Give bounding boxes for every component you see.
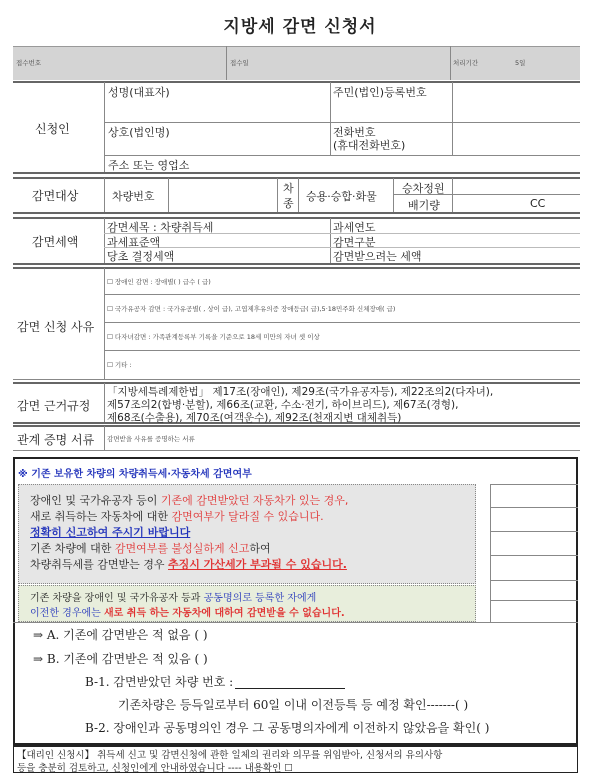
receipt-header <box>13 46 580 80</box>
reason-disabled-checkbox[interactable]: ☐ 장애인 감면 : 장애별( ) 급수 ( 급) <box>107 278 211 286</box>
agent-confirm-checkbox[interactable]: 등을 충분히 검토하고, 신청인에게 안내하였습니다 ---- 내용확인 ☐ <box>17 763 293 774</box>
period-value: 5일 <box>515 59 526 67</box>
basis-label: 감면 근거규정 <box>17 399 91 413</box>
phone-label: 전화번호 <box>333 126 376 139</box>
text: 장애인 및 국가유공자 등이 <box>30 494 161 507</box>
b1-vehicle-no-input[interactable] <box>235 688 345 689</box>
company-field[interactable]: 상호(법인명) <box>108 126 170 139</box>
text: 하여 <box>249 542 271 555</box>
text: 기존에 감면받았던 자동차가 있는 경우, <box>160 494 349 507</box>
tax-base: 과세표준액 <box>107 236 161 249</box>
basis-line: 제68조(수출용), 제70조(여객운수), 제92조(천재지변 대체취득) <box>107 412 402 424</box>
text: 공동명의로 등록한 자에게 <box>203 593 317 604</box>
tax-year: 과세연도 <box>333 221 376 234</box>
text: 이전한 경우에는 <box>30 608 104 619</box>
joint-line-2 <box>30 604 345 619</box>
tax-requested: 감면받으려는 세액 <box>333 250 422 263</box>
target-label: 감면대상 <box>32 189 79 203</box>
notice-title: ※ 기존 보유한 차량의 차량취득세·자동차세 감면여부 <box>18 469 252 480</box>
reason-label: 감면 신청 사유 <box>17 320 95 334</box>
docs-value: 감면받을 사유를 증명하는 서류 <box>107 435 195 443</box>
warning-line-3: 정확히 신고하여 주시기 바랍니다 <box>30 526 191 539</box>
type-label-1: 차 <box>283 182 294 195</box>
docs-label: 관계 증명 서류 <box>17 433 95 447</box>
vehicle-type: 승용·승합·화물 <box>306 190 377 203</box>
mobile-label: (휴대전화번호) <box>333 139 406 152</box>
joint-line-1 <box>30 589 316 604</box>
text: 기존 차량에 대한 <box>30 542 115 555</box>
text: 감면여부가 달라질 수 있습니다. <box>171 510 324 523</box>
form-title: 지방세 감면 신청서 <box>223 17 377 37</box>
text: 추징시 가산세가 부과될 수 있습니다. <box>168 558 347 571</box>
receipt-date-label: 접수일 <box>230 59 249 67</box>
warning-line-4 <box>30 540 271 556</box>
type-label-2: 종 <box>283 197 294 210</box>
text: 새로 취득 하는 자동차에 대하여 감면받을 수 없습니다. <box>103 608 345 619</box>
vehicle-no-label: 차량번호 <box>112 190 155 203</box>
basis-line: 제57조의2(합병·분할), 제66조(교환, 수소·전기, 하이브리드), 제67조(경형), <box>107 399 459 411</box>
name-field[interactable]: 성명(대표자) <box>108 86 170 99</box>
warning-line-5 <box>30 556 347 572</box>
text: 기존 차량을 장애인 및 국가유공자 등과 <box>30 593 204 604</box>
text: 차량취득세를 감면받는 경우 <box>30 558 169 571</box>
option-a-checkbox[interactable]: ⇒ A. 기존에 감면받은 적 없음 ( ) <box>33 628 208 642</box>
text: 감면여부를 불성실하게 신고 <box>114 542 250 555</box>
tax-category: 감면구분 <box>333 236 376 249</box>
agent-line-1: 【대리인 신청시】 취득세 신고 및 감면신청에 관한 일체의 권리와 의무를 위임받아, 신청서의 유의사항 <box>17 750 443 761</box>
tax-item: 감면세목 : 차량취득세 <box>107 221 214 234</box>
b1-label: B-1. 감면받았던 차량 번호 : <box>85 675 234 689</box>
capacity-label: 승차정원 <box>402 182 445 195</box>
b2-confirm-checkbox[interactable]: B-2. 장애인과 공동명의인 경우 그 공동명의자에게 이전하지 않았음을 확인( ) <box>85 721 490 735</box>
reason-veteran-checkbox[interactable]: ☐ 국가유공자 감면 : 국가유공별( , 상이 급), 고엽제후유의증 장애등급( 급),5·18민주화 신체장애( 급) <box>107 305 396 313</box>
warning-line-1 <box>30 492 348 508</box>
warning-line-2 <box>30 508 324 524</box>
reason-other-checkbox[interactable]: ☐ 기타 : <box>107 361 132 369</box>
tax-label: 감면세액 <box>32 235 79 249</box>
receipt-no-label: 접수번호 <box>16 59 42 67</box>
option-b-checkbox[interactable]: ⇒ B. 기존에 감면받은 적 있음 ( ) <box>33 652 208 666</box>
reg-no-field[interactable]: 주민(법인)등록번호 <box>333 86 427 99</box>
reason-multichild-checkbox[interactable]: ☐ 다자녀감면 : 가족관계등록부 기록을 기준으로 18세 미만의 자녀 셋 이상 <box>107 333 320 341</box>
tax-original: 당초 결정세액 <box>107 250 175 263</box>
displacement-label: 배기량 <box>408 199 440 212</box>
period-label: 처리기간 <box>453 59 479 67</box>
text: 새로 취득하는 자동차에 대한 <box>30 510 172 523</box>
cc-unit: CC <box>530 197 546 210</box>
basis-line: 「지방세특례제한법」 제17조(장애인), 제29조(국가유공자등), 제22조의2(다자녀), <box>107 386 494 398</box>
b1-confirm-checkbox[interactable]: 기존차량은 등득일로부터 60일 이내 이전등특 등 예정 확인-------( ) <box>118 698 469 712</box>
address-field[interactable]: 주소 또는 영업소 <box>108 159 190 172</box>
applicant-label: 신청인 <box>35 122 70 136</box>
